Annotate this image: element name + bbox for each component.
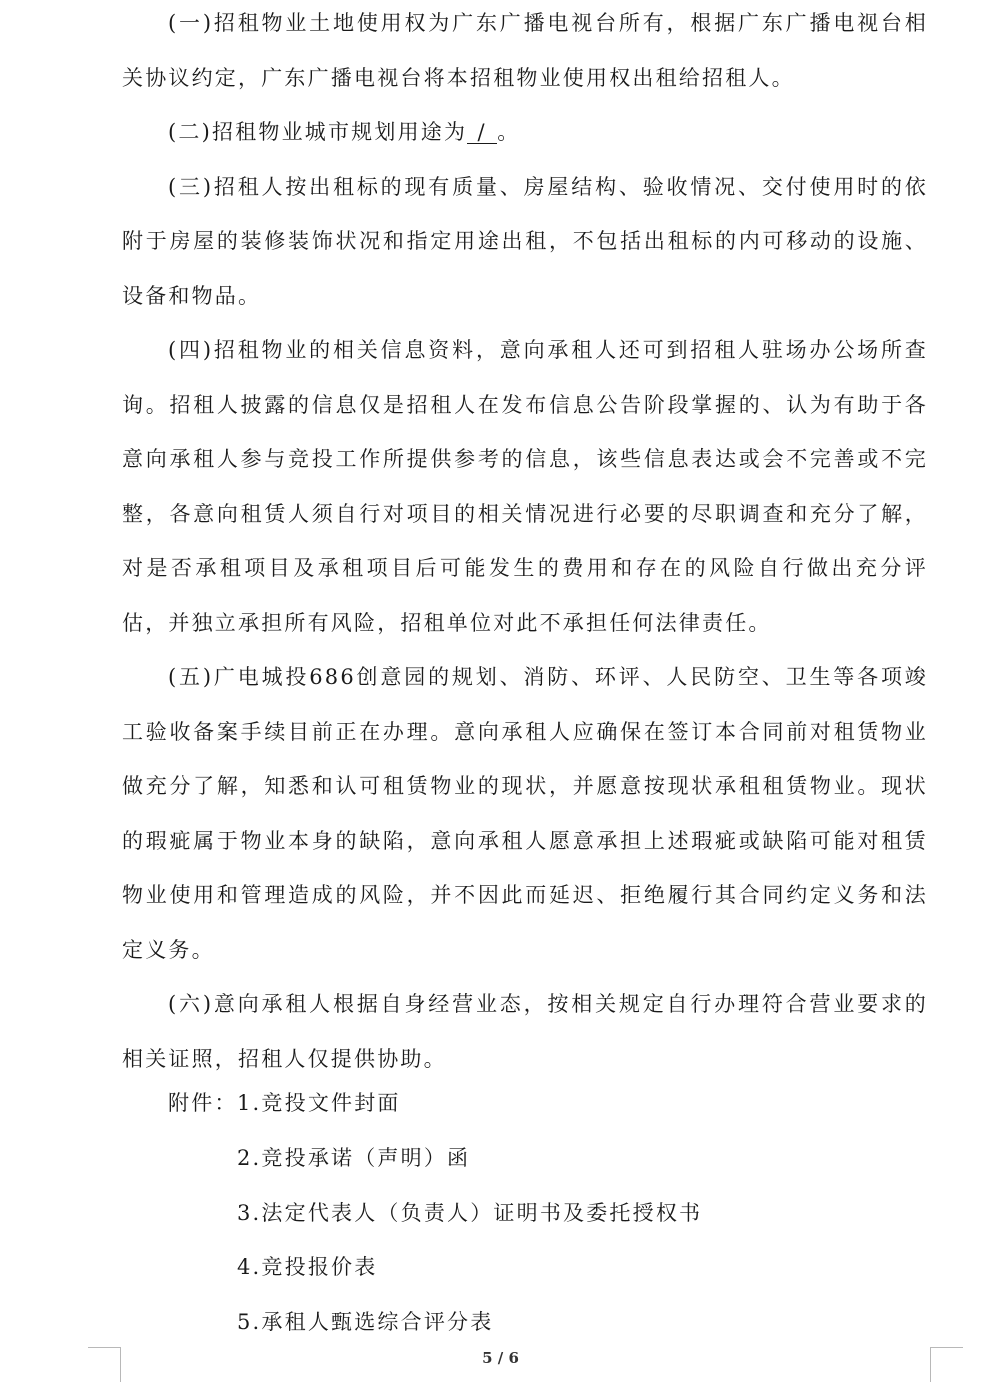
attachment-item	[168, 1191, 868, 1246]
attachments-label: 附件：	[168, 1091, 238, 1115]
paragraph-2-end: 。	[497, 120, 521, 144]
paragraph-2-text: (二)招租物业城市规划用途为	[168, 120, 468, 144]
paragraph-2	[122, 105, 928, 160]
attachment-item	[168, 1245, 868, 1300]
page-number: 5 / 6	[482, 1349, 519, 1367]
paragraph-1: (一)招租物业土地使用权为广东广播电视台所有，根据广东广播电视台相关协议约定，广东广播电视台将本招租物业使用权出租给招租人。	[122, 11, 928, 90]
paragraph-3: (三)招租人按出租标的现有质量、房屋结构、验收情况、交付使用时的依附于房屋的装修装饰状况和指定用途出租，不包括出租标的内可移动的设施、设备和物品。	[122, 174, 928, 308]
attachment-item-text: 1.竞投文件封面	[237, 1091, 401, 1115]
document-body	[122, 0, 928, 1086]
paragraph-6: (六)意向承租人根据自身经营业态，按相关规定自行办理符合营业要求的相关证照，招租人仅提供协助。	[122, 992, 928, 1071]
attachment-item-text: 5.承租人甄选综合评分表	[237, 1310, 494, 1335]
attachments-list	[168, 1081, 868, 1355]
paragraph-5: (五)广电城投686创意园的规划、消防、环评、人民防空、卫生等各项竣工验收备案手续目前正在办理。意向承租人应确保在签订本合同前对租赁物业做充分了解，知悉和认可租赁物业的现状，并愿意按现状承租租赁物业。现状的瑕疵属于物业本身的缺陷，意向承租人愿意承担上述瑕疵或缺陷可能对租赁物业使用和管理造成的风险，并不因此而延迟、拒绝履行其合同约定义务和法定义务。	[122, 665, 928, 962]
attachment-item	[168, 1081, 868, 1136]
underlined-blank-value: /	[467, 121, 497, 144]
attachment-item	[168, 1300, 868, 1355]
paragraph-4: (四)招租物业的相关信息资料，意向承租人还可到招租人驻场办公场所查询。招租人披露的信息仅是招租人在发布信息公告阶段掌握的、认为有助于各意向承租人参与竞投工作所提供参考的信息，该些信息表达或会不完善或不完整，各意向租赁人须自行对项目的相关情况进行必要的尽职调查和充分了解，对是否承租项目及承租项目后可能发生的费用和存在的风险自行做出充分评估，并独立承担所有风险，招租单位对此不承担任何法律责任。	[122, 338, 928, 635]
attachment-item-text: 4.竞投报价表	[237, 1255, 378, 1280]
attachment-item	[168, 1136, 868, 1191]
attachment-item-text: 2.竞投承诺（声明）函	[237, 1145, 471, 1170]
attachment-item-text: 3.法定代表人（负责人）证明书及委托授权书	[237, 1200, 703, 1225]
